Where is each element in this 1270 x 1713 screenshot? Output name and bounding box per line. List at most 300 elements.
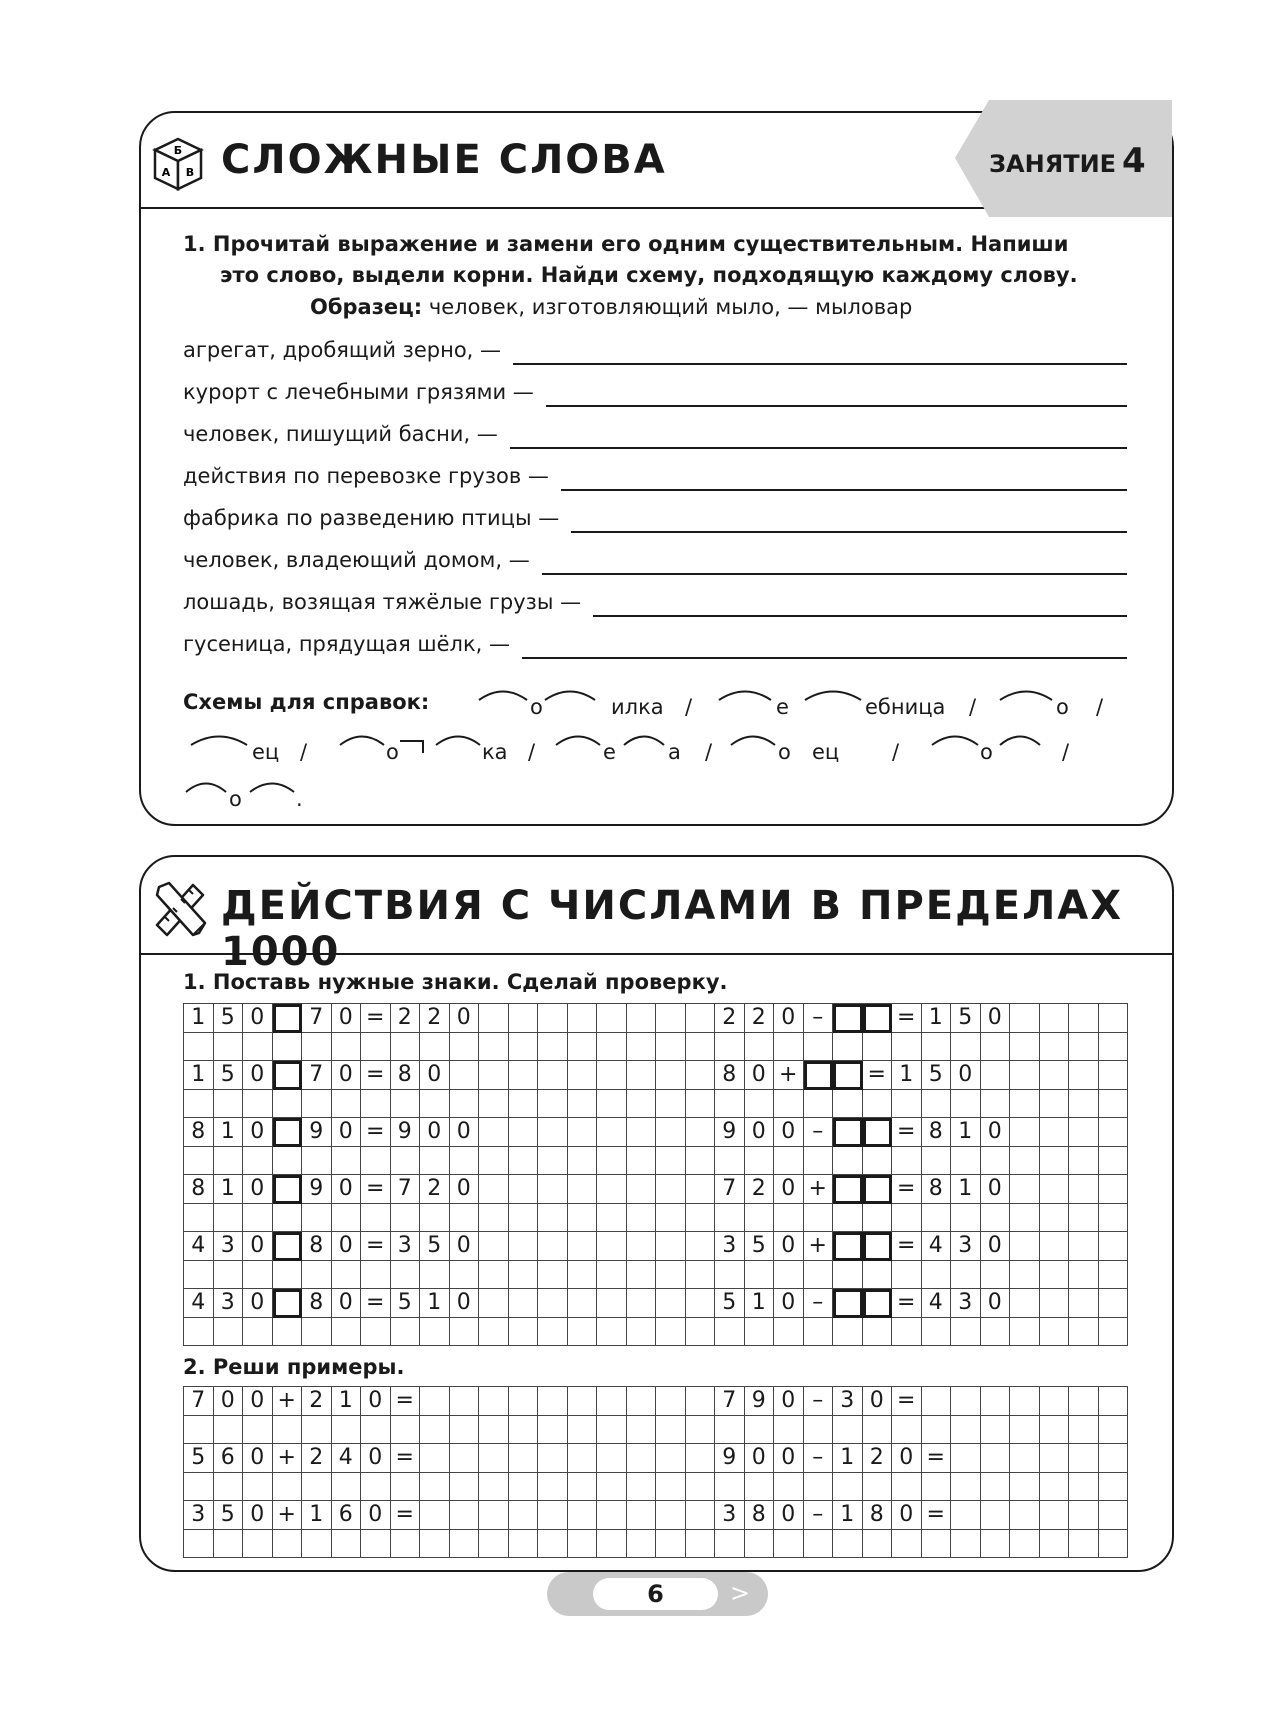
- grid-cell-empty[interactable]: [538, 1530, 568, 1559]
- grid-cell-empty[interactable]: [273, 1473, 303, 1502]
- grid-cell-empty[interactable]: [1010, 1033, 1040, 1062]
- grid-cell-empty[interactable]: [1099, 1090, 1129, 1119]
- grid-cell-empty[interactable]: [863, 1473, 893, 1502]
- grid-cell-empty[interactable]: [332, 1147, 362, 1176]
- grid-cell-empty[interactable]: [1040, 1473, 1070, 1502]
- grid-cell-empty[interactable]: [656, 1473, 686, 1502]
- grid-cell-empty[interactable]: [745, 1416, 775, 1445]
- grid-cell-empty[interactable]: [686, 1530, 716, 1559]
- grid-cell-empty[interactable]: [715, 1147, 745, 1176]
- grid-cell-empty[interactable]: [627, 1175, 657, 1204]
- grid-cell-empty[interactable]: [715, 1033, 745, 1062]
- grid-cell-empty[interactable]: [184, 1416, 214, 1445]
- sign-box[interactable]: [863, 1118, 893, 1147]
- grid-cell-empty[interactable]: [774, 1318, 804, 1347]
- grid-cell-empty[interactable]: [656, 1318, 686, 1347]
- grid-cell-empty[interactable]: [627, 1444, 657, 1473]
- grid-cell-empty[interactable]: [479, 1501, 509, 1530]
- grid-cell-empty[interactable]: [479, 1473, 509, 1502]
- grid-cell-empty[interactable]: [214, 1033, 244, 1062]
- grid-cell-empty[interactable]: [184, 1204, 214, 1233]
- grid-cell-empty[interactable]: [420, 1261, 450, 1290]
- grid-cell-empty[interactable]: [1040, 1289, 1070, 1318]
- grid-cell-empty[interactable]: [656, 1175, 686, 1204]
- grid-cell-empty[interactable]: [686, 1033, 716, 1062]
- grid-cell-empty[interactable]: [509, 1004, 539, 1033]
- grid-cell-empty[interactable]: [863, 1147, 893, 1176]
- grid-cell-empty[interactable]: [361, 1090, 391, 1119]
- grid-cell-empty[interactable]: [627, 1530, 657, 1559]
- grid-cell-empty[interactable]: [922, 1033, 952, 1062]
- grid-cell-empty[interactable]: [450, 1530, 480, 1559]
- grid-cell-empty[interactable]: [597, 1473, 627, 1502]
- grid-cell-empty[interactable]: [538, 1147, 568, 1176]
- grid-cell-empty[interactable]: [332, 1261, 362, 1290]
- grid-cell-empty[interactable]: [450, 1061, 480, 1090]
- grid-cell-empty[interactable]: [892, 1318, 922, 1347]
- grid-cell-empty[interactable]: [1040, 1118, 1070, 1147]
- grid-cell-empty[interactable]: [1010, 1090, 1040, 1119]
- grid-cell-empty[interactable]: [273, 1204, 303, 1233]
- grid-cell-empty[interactable]: [804, 1204, 834, 1233]
- grid-cell-empty[interactable]: [745, 1318, 775, 1347]
- grid-cell-empty[interactable]: [1010, 1004, 1040, 1033]
- grid-cell-empty[interactable]: [1069, 1204, 1099, 1233]
- grid-cell-empty[interactable]: [568, 1501, 598, 1530]
- grid-cell-empty[interactable]: [745, 1204, 775, 1233]
- grid-cell-empty[interactable]: [538, 1061, 568, 1090]
- grid-cell-empty[interactable]: [509, 1232, 539, 1261]
- grid-cell-empty[interactable]: [479, 1061, 509, 1090]
- grid-cell-empty[interactable]: [686, 1232, 716, 1261]
- grid-cell-empty[interactable]: [715, 1318, 745, 1347]
- grid-cell-empty[interactable]: [1069, 1033, 1099, 1062]
- grid-cell-empty[interactable]: [568, 1232, 598, 1261]
- grid-cell-empty[interactable]: [391, 1530, 421, 1559]
- grid-cell-empty[interactable]: [214, 1530, 244, 1559]
- grid-cell-empty[interactable]: [243, 1416, 273, 1445]
- grid-cell-empty[interactable]: [981, 1444, 1011, 1473]
- grid-cell-empty[interactable]: [538, 1261, 568, 1290]
- grid-cell-empty[interactable]: [1010, 1501, 1040, 1530]
- grid-cell-empty[interactable]: [568, 1090, 598, 1119]
- grid-cell-empty[interactable]: [686, 1004, 716, 1033]
- grid-cell-empty[interactable]: [892, 1530, 922, 1559]
- grid-cell-empty[interactable]: [656, 1232, 686, 1261]
- grid-cell-empty[interactable]: [509, 1033, 539, 1062]
- grid-cell-empty[interactable]: [951, 1530, 981, 1559]
- grid-cell-empty[interactable]: [804, 1530, 834, 1559]
- grid-cell-empty[interactable]: [450, 1501, 480, 1530]
- grid-cell-empty[interactable]: [479, 1261, 509, 1290]
- grid-cell-empty[interactable]: [568, 1175, 598, 1204]
- grid-cell-empty[interactable]: [686, 1090, 716, 1119]
- grid-cell-empty[interactable]: [302, 1416, 332, 1445]
- grid-cell-empty[interactable]: [214, 1204, 244, 1233]
- grid-cell-empty[interactable]: [686, 1261, 716, 1290]
- grid-cell-empty[interactable]: [686, 1473, 716, 1502]
- grid-cell-empty[interactable]: [1069, 1387, 1099, 1416]
- sign-box[interactable]: [273, 1061, 303, 1090]
- grid-cell-empty[interactable]: [1069, 1318, 1099, 1347]
- grid-cell-empty[interactable]: [597, 1232, 627, 1261]
- grid-cell-empty[interactable]: [568, 1033, 598, 1062]
- grid-cell-empty[interactable]: [774, 1204, 804, 1233]
- grid-cell-empty[interactable]: [1099, 1118, 1129, 1147]
- grid-cell-empty[interactable]: [922, 1204, 952, 1233]
- grid-cell-empty[interactable]: [450, 1261, 480, 1290]
- grid-cell-empty[interactable]: [686, 1175, 716, 1204]
- grid-cell-empty[interactable]: [332, 1090, 362, 1119]
- grid-cell-empty[interactable]: [715, 1416, 745, 1445]
- grid-cell-empty[interactable]: [479, 1530, 509, 1559]
- grid-cell-empty[interactable]: [981, 1147, 1011, 1176]
- grid-cell-empty[interactable]: [745, 1473, 775, 1502]
- grid-cell-empty[interactable]: [1099, 1289, 1129, 1318]
- grid-cell-empty[interactable]: [479, 1444, 509, 1473]
- grid-cell-empty[interactable]: [509, 1444, 539, 1473]
- grid-cell-empty[interactable]: [833, 1033, 863, 1062]
- grid-cell-empty[interactable]: [479, 1387, 509, 1416]
- grid-cell-empty[interactable]: [863, 1416, 893, 1445]
- grid-cell-empty[interactable]: [656, 1004, 686, 1033]
- grid-cell-empty[interactable]: [597, 1416, 627, 1445]
- grid-cell-empty[interactable]: [1069, 1444, 1099, 1473]
- grid-cell-empty[interactable]: [1069, 1501, 1099, 1530]
- grid-cell-empty[interactable]: [361, 1204, 391, 1233]
- grid-cell-empty[interactable]: [804, 1416, 834, 1445]
- grid-cell-empty[interactable]: [361, 1033, 391, 1062]
- grid-cell-empty[interactable]: [745, 1090, 775, 1119]
- grid-cell-empty[interactable]: [745, 1033, 775, 1062]
- grid-cell-empty[interactable]: [273, 1033, 303, 1062]
- grid-cell-empty[interactable]: [568, 1318, 598, 1347]
- grid-cell-empty[interactable]: [538, 1232, 568, 1261]
- grid-cell-empty[interactable]: [509, 1090, 539, 1119]
- grid-cell-empty[interactable]: [509, 1289, 539, 1318]
- sign-box[interactable]: [833, 1289, 863, 1318]
- grid-cell-empty[interactable]: [745, 1147, 775, 1176]
- grid-cell-empty[interactable]: [627, 1147, 657, 1176]
- grid-cell-empty[interactable]: [479, 1033, 509, 1062]
- grid-cell-empty[interactable]: [1099, 1387, 1129, 1416]
- grid-cell-empty[interactable]: [656, 1387, 686, 1416]
- grid-cell-empty[interactable]: [627, 1090, 657, 1119]
- grid-cell-empty[interactable]: [1010, 1175, 1040, 1204]
- grid-cell-empty[interactable]: [627, 1204, 657, 1233]
- grid-cell-empty[interactable]: [509, 1501, 539, 1530]
- grid-cell-empty[interactable]: [1010, 1444, 1040, 1473]
- grid-cell-empty[interactable]: [1099, 1033, 1129, 1062]
- grid-cell-empty[interactable]: [1069, 1090, 1099, 1119]
- grid-cell-empty[interactable]: [1069, 1175, 1099, 1204]
- sign-box[interactable]: [833, 1004, 863, 1033]
- grid-cell-empty[interactable]: [214, 1090, 244, 1119]
- grid-cell-empty[interactable]: [1069, 1530, 1099, 1559]
- sign-box[interactable]: [863, 1004, 893, 1033]
- grid-cell-empty[interactable]: [1069, 1004, 1099, 1033]
- grid-cell-empty[interactable]: [922, 1147, 952, 1176]
- grid-cell-empty[interactable]: [981, 1261, 1011, 1290]
- grid-cell-empty[interactable]: [833, 1530, 863, 1559]
- grid-cell-empty[interactable]: [774, 1530, 804, 1559]
- grid-cell-empty[interactable]: [863, 1033, 893, 1062]
- grid-cell-empty[interactable]: [892, 1261, 922, 1290]
- grid-cell-empty[interactable]: [509, 1387, 539, 1416]
- sign-box[interactable]: [833, 1175, 863, 1204]
- grid-cell-empty[interactable]: [509, 1204, 539, 1233]
- grid-cell-empty[interactable]: [243, 1473, 273, 1502]
- grid-cell-empty[interactable]: [1040, 1530, 1070, 1559]
- grid-cell-empty[interactable]: [479, 1004, 509, 1033]
- grid-cell-empty[interactable]: [656, 1444, 686, 1473]
- grid-cell-empty[interactable]: [656, 1204, 686, 1233]
- grid-cell-empty[interactable]: [538, 1289, 568, 1318]
- grid-cell-empty[interactable]: [1010, 1318, 1040, 1347]
- grid-cell-empty[interactable]: [391, 1147, 421, 1176]
- grid-cell-empty[interactable]: [686, 1318, 716, 1347]
- grid-cell-empty[interactable]: [627, 1118, 657, 1147]
- grid-cell-empty[interactable]: [656, 1147, 686, 1176]
- grid-cell-empty[interactable]: [1010, 1416, 1040, 1445]
- grid-cell-empty[interactable]: [184, 1318, 214, 1347]
- grid-cell-empty[interactable]: [1040, 1501, 1070, 1530]
- grid-cell-empty[interactable]: [981, 1204, 1011, 1233]
- grid-cell-empty[interactable]: [1010, 1204, 1040, 1233]
- next-page-arrow-icon[interactable]: >: [730, 1579, 751, 1607]
- grid-cell-empty[interactable]: [892, 1416, 922, 1445]
- grid-cell-empty[interactable]: [656, 1530, 686, 1559]
- grid-cell-empty[interactable]: [1040, 1147, 1070, 1176]
- grid-cell-empty[interactable]: [538, 1501, 568, 1530]
- grid-cell-empty[interactable]: [833, 1416, 863, 1445]
- grid-cell-empty[interactable]: [332, 1033, 362, 1062]
- grid-cell-empty[interactable]: [1040, 1232, 1070, 1261]
- grid-cell-empty[interactable]: [214, 1147, 244, 1176]
- grid-cell-empty[interactable]: [568, 1289, 598, 1318]
- sign-box[interactable]: [804, 1061, 834, 1090]
- grid-cell-empty[interactable]: [833, 1147, 863, 1176]
- grid-cell-empty[interactable]: [479, 1318, 509, 1347]
- grid-cell-empty[interactable]: [302, 1147, 332, 1176]
- grid-cell-empty[interactable]: [981, 1416, 1011, 1445]
- grid-cell-empty[interactable]: [509, 1416, 539, 1445]
- grid-cell-empty[interactable]: [774, 1090, 804, 1119]
- grid-cell-empty[interactable]: [243, 1204, 273, 1233]
- grid-cell-empty[interactable]: [243, 1147, 273, 1176]
- grid-cell-empty[interactable]: [715, 1530, 745, 1559]
- grid-cell-empty[interactable]: [922, 1530, 952, 1559]
- grid-cell-empty[interactable]: [597, 1387, 627, 1416]
- grid-cell-empty[interactable]: [774, 1033, 804, 1062]
- grid-cell-empty[interactable]: [538, 1444, 568, 1473]
- grid-cell-empty[interactable]: [1099, 1318, 1129, 1347]
- grid-cell-empty[interactable]: [420, 1387, 450, 1416]
- grid-cell-empty[interactable]: [833, 1261, 863, 1290]
- grid-cell-empty[interactable]: [833, 1473, 863, 1502]
- grid-cell-empty[interactable]: [1040, 1387, 1070, 1416]
- grid-cell-empty[interactable]: [479, 1289, 509, 1318]
- grid-cell-empty[interactable]: [597, 1061, 627, 1090]
- grid-cell-empty[interactable]: [509, 1530, 539, 1559]
- grid-cell-empty[interactable]: [951, 1444, 981, 1473]
- grid-cell-empty[interactable]: [214, 1261, 244, 1290]
- grid-cell-empty[interactable]: [833, 1318, 863, 1347]
- sign-box[interactable]: [273, 1004, 303, 1033]
- grid-cell-empty[interactable]: [420, 1033, 450, 1062]
- grid-cell-empty[interactable]: [450, 1033, 480, 1062]
- grid-cell-empty[interactable]: [332, 1530, 362, 1559]
- grid-cell-empty[interactable]: [951, 1090, 981, 1119]
- grid-cell-empty[interactable]: [420, 1147, 450, 1176]
- grid-cell-empty[interactable]: [420, 1204, 450, 1233]
- grid-cell-empty[interactable]: [479, 1204, 509, 1233]
- grid-cell-empty[interactable]: [420, 1416, 450, 1445]
- grid-cell-empty[interactable]: [273, 1318, 303, 1347]
- grid-cell-empty[interactable]: [981, 1318, 1011, 1347]
- grid-cell-empty[interactable]: [302, 1033, 332, 1062]
- grid-cell-empty[interactable]: [568, 1387, 598, 1416]
- grid-cell-empty[interactable]: [892, 1033, 922, 1062]
- grid-cell-empty[interactable]: [627, 1416, 657, 1445]
- grid-cell-empty[interactable]: [273, 1261, 303, 1290]
- grid-cell-empty[interactable]: [450, 1473, 480, 1502]
- grid-cell-empty[interactable]: [1010, 1147, 1040, 1176]
- grid-cell-empty[interactable]: [243, 1261, 273, 1290]
- grid-cell-empty[interactable]: [1099, 1004, 1129, 1033]
- grid-cell-empty[interactable]: [538, 1175, 568, 1204]
- grid-cell-empty[interactable]: [1069, 1061, 1099, 1090]
- grid-cell-empty[interactable]: [863, 1530, 893, 1559]
- grid-cell-empty[interactable]: [538, 1004, 568, 1033]
- grid-cell-empty[interactable]: [184, 1530, 214, 1559]
- grid-cell-empty[interactable]: [686, 1387, 716, 1416]
- grid-cell-empty[interactable]: [774, 1473, 804, 1502]
- grid-cell-empty[interactable]: [1069, 1232, 1099, 1261]
- grid-cell-empty[interactable]: [686, 1289, 716, 1318]
- grid-cell-empty[interactable]: [656, 1061, 686, 1090]
- grid-cell-empty[interactable]: [214, 1318, 244, 1347]
- grid-cell-empty[interactable]: [391, 1204, 421, 1233]
- grid-cell-empty[interactable]: [538, 1033, 568, 1062]
- grid-cell-empty[interactable]: [479, 1232, 509, 1261]
- grid-cell-empty[interactable]: [568, 1530, 598, 1559]
- grid-cell-empty[interactable]: [214, 1473, 244, 1502]
- grid-cell-empty[interactable]: [1099, 1175, 1129, 1204]
- grid-cell-empty[interactable]: [1099, 1204, 1129, 1233]
- grid-cell-empty[interactable]: [863, 1204, 893, 1233]
- grid-cell-empty[interactable]: [981, 1387, 1011, 1416]
- grid-cell-empty[interactable]: [715, 1090, 745, 1119]
- grid-cell-empty[interactable]: [243, 1530, 273, 1559]
- grid-cell-empty[interactable]: [332, 1416, 362, 1445]
- grid-cell-empty[interactable]: [951, 1147, 981, 1176]
- grid-cell-empty[interactable]: [184, 1090, 214, 1119]
- grid-cell-empty[interactable]: [273, 1147, 303, 1176]
- grid-cell-empty[interactable]: [332, 1473, 362, 1502]
- grid-cell-empty[interactable]: [361, 1473, 391, 1502]
- grid-cell-empty[interactable]: [1069, 1416, 1099, 1445]
- grid-cell-empty[interactable]: [981, 1033, 1011, 1062]
- grid-cell-empty[interactable]: [833, 1090, 863, 1119]
- grid-cell-empty[interactable]: [538, 1318, 568, 1347]
- grid-cell-empty[interactable]: [509, 1118, 539, 1147]
- grid-cell-empty[interactable]: [804, 1033, 834, 1062]
- grid-cell-empty[interactable]: [922, 1318, 952, 1347]
- grid-cell-empty[interactable]: [597, 1318, 627, 1347]
- grid-cell-empty[interactable]: [745, 1530, 775, 1559]
- grid-cell-empty[interactable]: [597, 1090, 627, 1119]
- grid-cell-empty[interactable]: [302, 1318, 332, 1347]
- grid-cell-empty[interactable]: [597, 1289, 627, 1318]
- grid-cell-empty[interactable]: [597, 1530, 627, 1559]
- grid-cell-empty[interactable]: [479, 1147, 509, 1176]
- grid-cell-empty[interactable]: [302, 1473, 332, 1502]
- grid-cell-empty[interactable]: [568, 1118, 598, 1147]
- grid-cell-empty[interactable]: [450, 1318, 480, 1347]
- grid-cell-empty[interactable]: [1010, 1473, 1040, 1502]
- grid-cell-empty[interactable]: [627, 1501, 657, 1530]
- grid-cell-empty[interactable]: [568, 1261, 598, 1290]
- grid-cell-empty[interactable]: [391, 1033, 421, 1062]
- grid-cell-empty[interactable]: [273, 1416, 303, 1445]
- grid-cell-empty[interactable]: [361, 1147, 391, 1176]
- grid-cell-empty[interactable]: [627, 1261, 657, 1290]
- grid-cell-empty[interactable]: [243, 1318, 273, 1347]
- grid-cell-empty[interactable]: [1069, 1147, 1099, 1176]
- grid-cell-empty[interactable]: [1040, 1261, 1070, 1290]
- grid-cell-empty[interactable]: [243, 1090, 273, 1119]
- grid-cell-empty[interactable]: [273, 1530, 303, 1559]
- grid-cell-empty[interactable]: [184, 1033, 214, 1062]
- grid-cell-empty[interactable]: [656, 1501, 686, 1530]
- sign-box[interactable]: [833, 1118, 863, 1147]
- grid-cell-empty[interactable]: [892, 1090, 922, 1119]
- grid-cell-empty[interactable]: [863, 1318, 893, 1347]
- grid-cell-empty[interactable]: [951, 1261, 981, 1290]
- grid-cell-empty[interactable]: [627, 1318, 657, 1347]
- grid-cell-empty[interactable]: [1099, 1061, 1129, 1090]
- grid-cell-empty[interactable]: [538, 1416, 568, 1445]
- grid-cell-empty[interactable]: [1040, 1444, 1070, 1473]
- grid-cell-empty[interactable]: [922, 1261, 952, 1290]
- grid-cell-empty[interactable]: [804, 1473, 834, 1502]
- grid-cell-empty[interactable]: [686, 1204, 716, 1233]
- grid-cell-empty[interactable]: [922, 1416, 952, 1445]
- grid-cell-empty[interactable]: [774, 1416, 804, 1445]
- grid-cell-empty[interactable]: [627, 1061, 657, 1090]
- grid-cell-empty[interactable]: [863, 1261, 893, 1290]
- grid-cell-empty[interactable]: [715, 1204, 745, 1233]
- grid-cell-empty[interactable]: [1040, 1318, 1070, 1347]
- grid-cell-empty[interactable]: [361, 1530, 391, 1559]
- grid-cell-empty[interactable]: [597, 1444, 627, 1473]
- grid-cell-empty[interactable]: [981, 1061, 1011, 1090]
- grid-cell-empty[interactable]: [273, 1090, 303, 1119]
- grid-cell-empty[interactable]: [656, 1090, 686, 1119]
- grid-cell-empty[interactable]: [361, 1416, 391, 1445]
- grid-cell-empty[interactable]: [804, 1261, 834, 1290]
- sign-box[interactable]: [273, 1175, 303, 1204]
- grid-cell-empty[interactable]: [597, 1501, 627, 1530]
- grid-cell-empty[interactable]: [745, 1261, 775, 1290]
- grid-cell-empty[interactable]: [686, 1061, 716, 1090]
- grid-cell-empty[interactable]: [568, 1444, 598, 1473]
- sign-box[interactable]: [833, 1232, 863, 1261]
- sign-box[interactable]: [273, 1232, 303, 1261]
- grid-cell-empty[interactable]: [1040, 1090, 1070, 1119]
- grid-cell-empty[interactable]: [184, 1147, 214, 1176]
